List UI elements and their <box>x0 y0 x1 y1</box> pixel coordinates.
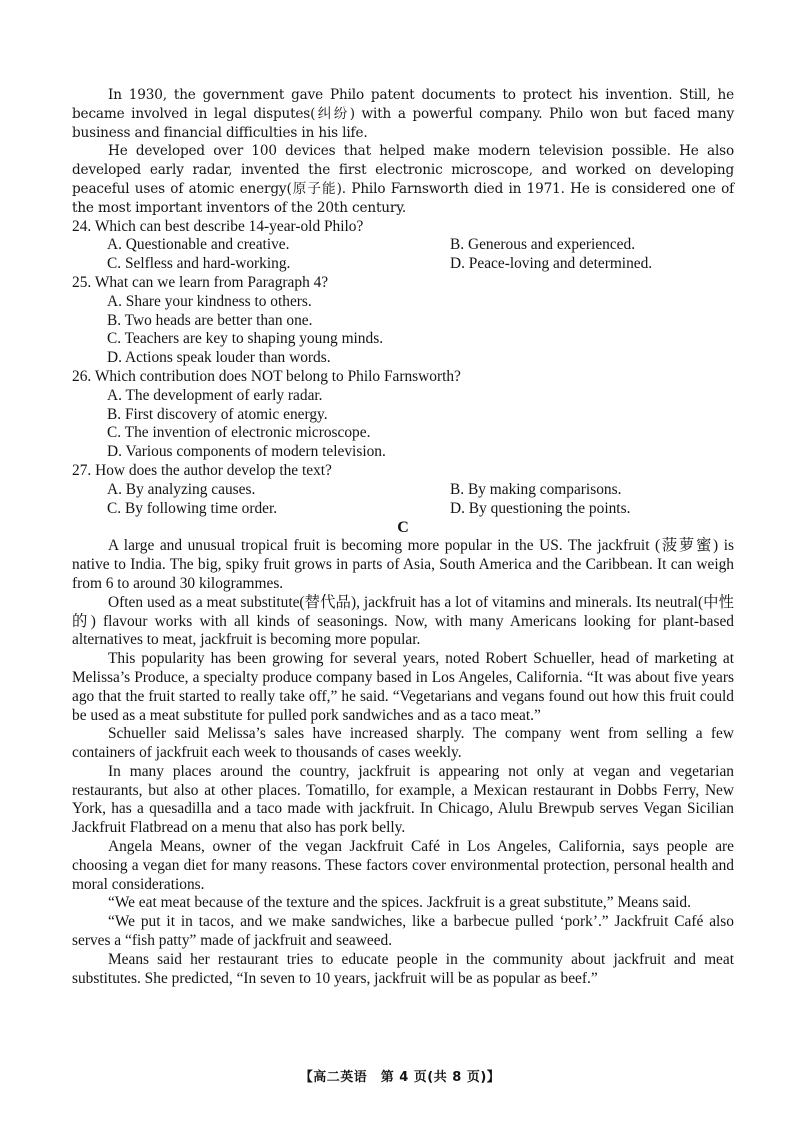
question-number: 26. <box>72 367 92 385</box>
option-a[interactable]: A. By analyzing causes. <box>107 480 256 498</box>
question-26 <box>72 368 734 462</box>
paragraph: This popularity has been growing for several years, noted Robert Schueller, head of marketing at Melissa’s Produce, a specialty produce company based in Los Angeles, California. “It was about five years ago that the fruit started to really take off,” he said. “Vegetarians and vegans found out how this fruit could be used as a meat substitute for pulled pork sandwiches and as a taco meat.” <box>72 650 734 724</box>
option-b[interactable]: B. First discovery of atomic energy. <box>107 405 328 423</box>
option-a[interactable]: A. Share your kindness to others. <box>107 292 312 310</box>
option-c[interactable]: C. Selfless and hard-working. <box>107 255 291 273</box>
paragraph: In many places around the country, jackfruit is appearing not only at vegan and vegetarian restaurants, but also at other places. Tomatillo, for example, a Mexican restaurant in Dobbs Ferry, New York, has a quesadilla and a taco made with jackfruit. In Chicago, Alulu Brewpub serves Vegan Sicilian Jackfruit Flatbread on a menu that also has pork belly. <box>72 762 734 837</box>
question-25 <box>72 274 734 368</box>
option-c[interactable]: C. The invention of electronic microscope. <box>107 424 371 442</box>
question-number: 25. <box>72 273 92 291</box>
passage-b-ending <box>72 86 734 218</box>
paragraph: “We eat meat because of the texture and the spices. Jackfruit is a great substitute,” Means said. <box>108 894 691 912</box>
paragraph: He developed over 100 devices that helped make modern television possible. He also developed early radar, invented the first electronic microscope, and worked on developing peaceful uses of atomic energy(原子能). Philo Farnsworth died in 1971. He is considered one of the most important inventors of the 20th century. <box>72 143 734 216</box>
page-footer: 【高二英语 第 4 页(共 8 页)】 <box>299 1070 501 1085</box>
option-a[interactable]: A. The development of early radar. <box>107 386 323 404</box>
question-number: 24. <box>72 217 92 235</box>
option-b[interactable]: B. By making comparisons. <box>450 480 622 498</box>
option-a[interactable]: A. Questionable and creative. <box>107 236 290 254</box>
question-stem: Which contribution does NOT belong to Philo Farnsworth? <box>94 367 461 385</box>
paragraph: In 1930, the government gave Philo patent documents to protect his invention. Still, he became involved in legal disputes(纠纷) with a powerful company. Philo won but faced many business and financial difficulties in his life. <box>72 87 734 141</box>
paragraph: Often used as a meat substitute(替代品), jackfruit has a lot of vitamins and minerals. Its neutral(中性的) flavour works with all kinds of seasonings. Now, with many Americans looking for plant-based alternatives to meat, jackfruit is becoming more popular. <box>72 593 734 649</box>
question-24 <box>72 218 734 274</box>
paragraph: Means said her restaurant tries to educate people in the community about jackfruit and meat substitutes. She predicted, “In seven to 10 years, jackfruit will be as popular as beef.” <box>72 950 734 987</box>
option-c[interactable]: C. By following time order. <box>107 499 278 517</box>
option-d[interactable]: D. By questioning the points. <box>450 499 631 517</box>
passage-c <box>72 518 734 988</box>
option-c[interactable]: C. Teachers are key to shaping young minds. <box>107 330 384 348</box>
option-d[interactable]: D. Peace-loving and determined. <box>450 255 653 273</box>
paragraph: A large and unusual tropical fruit is becoming more popular in the US. The jackfruit (菠萝蜜) is native to India. The big, spiky fruit grows in parts of Asia, South America and the Caribbean. It can weigh from 6 to around 30 kilogrammes. <box>72 537 734 592</box>
exam-page <box>72 86 734 988</box>
option-d[interactable]: D. Actions speak louder than words. <box>107 349 331 367</box>
question-27 <box>72 462 734 518</box>
paragraph: “We put it in tacos, and we make sandwiches, like a barbecue pulled ‘pork’.” Jackfruit Café also serves a “fish patty” made of jackfruit and seaweed. <box>72 913 734 950</box>
option-b[interactable]: B. Two heads are better than one. <box>107 311 313 329</box>
question-stem: Which can best describe 14-year-old Philo? <box>94 217 364 235</box>
question-stem: What can we learn from Paragraph 4? <box>94 273 329 291</box>
paragraph: Angela Means, owner of the vegan Jackfruit Café in Los Angeles, California, says people are choosing a vegan diet for many reasons. These factors cover environmental protection, personal health and moral considerations. <box>72 838 734 893</box>
option-b[interactable]: B. Generous and experienced. <box>450 236 636 254</box>
question-stem: How does the author develop the text? <box>95 461 332 479</box>
option-d[interactable]: D. Various components of modern television. <box>107 443 386 461</box>
question-number: 27. <box>72 461 92 479</box>
section-title: C <box>397 519 409 537</box>
paragraph: Schueller said Melissa’s sales have increased sharply. The company went from selling a few containers of jackfruit each week to thousands of cases weekly. <box>72 725 734 762</box>
